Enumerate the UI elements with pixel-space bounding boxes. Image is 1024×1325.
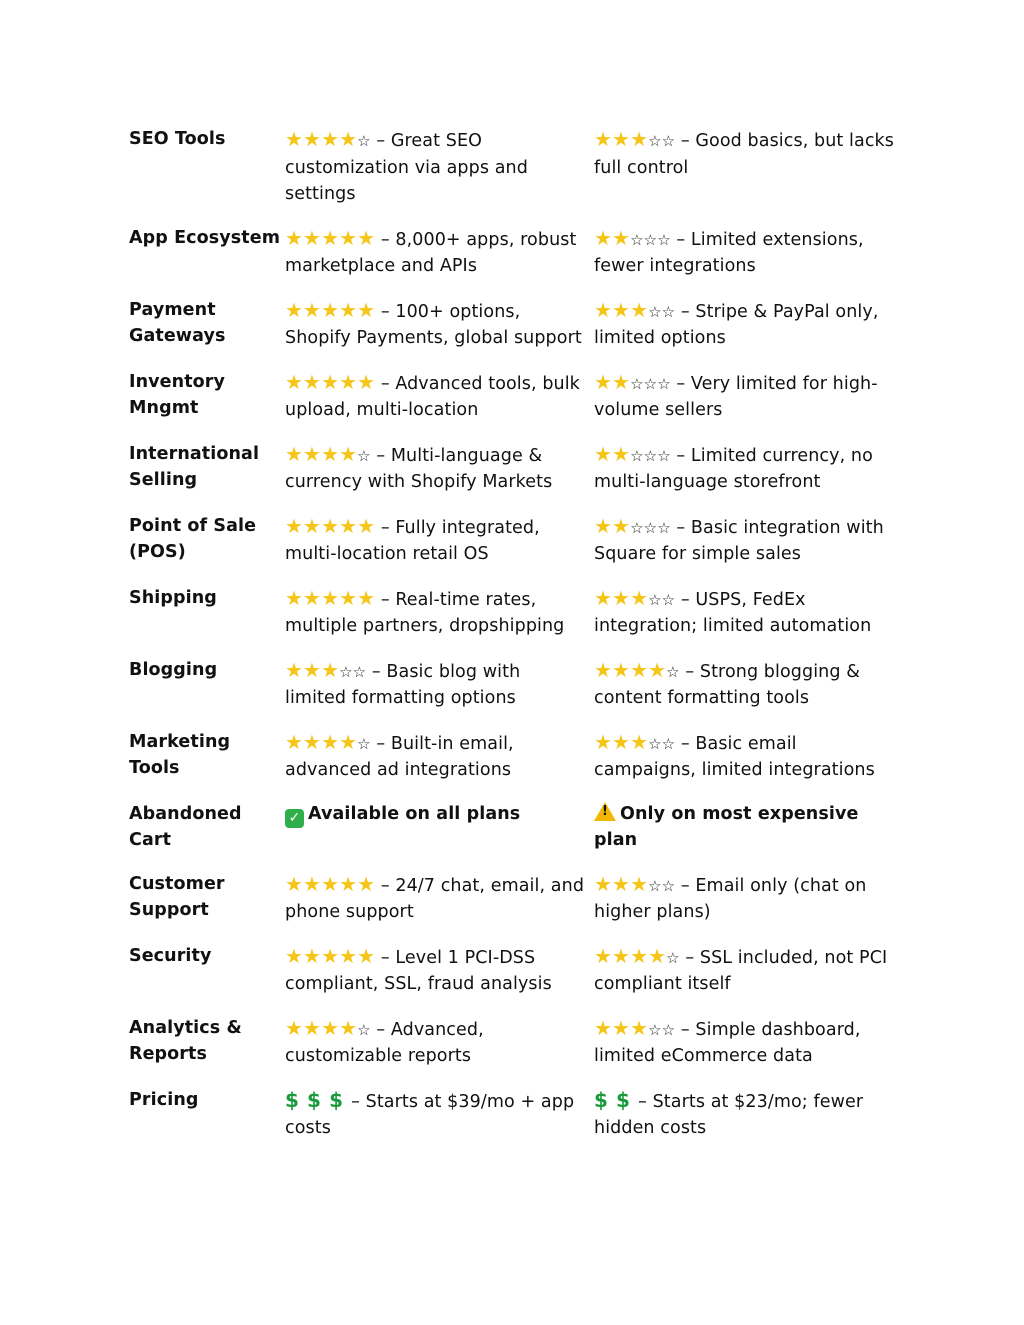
star-rating <box>285 297 376 322</box>
star-filled-icon: ★ <box>648 943 667 968</box>
star-filled-icon: ★ <box>594 943 613 968</box>
star-rating <box>594 585 676 610</box>
star-empty-icon: ☆ <box>630 374 644 393</box>
rating-text: – 8,000+ apps, robust marketplace and APIs <box>285 229 577 276</box>
shopify-cell <box>285 126 594 208</box>
star-filled-icon: ★ <box>339 729 358 754</box>
rating-text: – 24/7 chat, email, and phone support <box>285 875 585 922</box>
shopify-cell <box>285 801 594 828</box>
star-filled-icon: ★ <box>285 441 304 466</box>
star-filled-icon: ★ <box>339 127 358 151</box>
dollar-icon: $ <box>594 1087 609 1112</box>
star-filled-icon: ★ <box>630 871 649 896</box>
table-row <box>129 369 909 424</box>
star-filled-icon: ★ <box>339 871 358 896</box>
star-filled-icon: ★ <box>321 585 340 610</box>
star-filled-icon: ★ <box>357 225 376 250</box>
star-filled-icon: ★ <box>285 1015 304 1040</box>
rating-text: – USPS, FedEx integration; limited automation <box>594 589 872 636</box>
star-filled-icon: ★ <box>303 513 322 538</box>
star-filled-icon: ★ <box>630 729 649 754</box>
table-row <box>129 1015 909 1070</box>
star-filled-icon: ★ <box>612 225 631 250</box>
star-empty-icon: ☆ <box>657 446 671 465</box>
star-rating <box>594 729 676 754</box>
competitor-cell <box>594 1087 904 1142</box>
competitor-cell <box>594 1015 904 1070</box>
star-empty-icon: ☆ <box>657 230 671 249</box>
rating-text: – Good basics, but lacks full control <box>594 131 894 178</box>
feature-label: Abandoned Cart <box>129 803 242 850</box>
rating-text: – SSL included, not PCI compliant itself <box>594 947 888 994</box>
star-filled-icon: ★ <box>321 513 340 538</box>
star-filled-icon: ★ <box>321 871 340 896</box>
star-filled-icon: ★ <box>303 943 322 968</box>
feature-label: Customer Support <box>129 873 225 920</box>
star-filled-icon: ★ <box>357 513 376 538</box>
star-empty-icon: ☆ <box>648 876 662 895</box>
star-filled-icon: ★ <box>285 871 304 896</box>
star-empty-icon: ☆ <box>357 446 371 465</box>
star-filled-icon: ★ <box>303 657 322 682</box>
rating-text: – Fully integrated, multi-location retail OS <box>285 517 540 564</box>
star-filled-icon: ★ <box>339 585 358 610</box>
star-rating <box>285 1015 371 1040</box>
table-row <box>129 729 909 784</box>
star-filled-icon: ★ <box>612 943 631 968</box>
table-row <box>129 801 909 854</box>
competitor-cell <box>594 585 904 640</box>
rating-text: – Starts at $23/mo; fewer hidden costs <box>594 1091 864 1138</box>
star-filled-icon: ★ <box>630 127 649 151</box>
star-filled-icon: ★ <box>285 729 304 754</box>
shopify-cell <box>285 871 594 926</box>
rating-text: – Advanced, customizable reports <box>285 1019 484 1066</box>
rating-text: – Email only (chat on higher plans) <box>594 875 867 922</box>
rating-text: – Multi-language & currency with Shopify Markets <box>285 445 553 492</box>
star-rating <box>594 127 676 151</box>
rating-text: – Limited currency, no multi-language storefront <box>594 445 873 492</box>
star-filled-icon: ★ <box>594 297 613 322</box>
star-empty-icon: ☆ <box>661 590 676 609</box>
star-filled-icon: ★ <box>285 585 304 610</box>
star-filled-icon: ★ <box>285 943 304 968</box>
star-rating <box>285 513 376 538</box>
star-filled-icon: ★ <box>285 225 304 250</box>
star-empty-icon: ☆ <box>630 230 644 249</box>
star-filled-icon: ★ <box>594 729 613 754</box>
star-rating <box>594 225 671 250</box>
star-filled-icon: ★ <box>303 127 322 151</box>
star-filled-icon: ★ <box>285 297 304 322</box>
star-empty-icon: ☆ <box>643 518 658 537</box>
star-filled-icon: ★ <box>303 441 322 466</box>
star-filled-icon: ★ <box>303 729 322 754</box>
star-rating <box>594 369 671 394</box>
rating-text: – Basic integration with Square for simple sales <box>594 517 884 564</box>
star-filled-icon: ★ <box>339 225 358 250</box>
star-filled-icon: ★ <box>594 513 613 538</box>
star-filled-icon: ★ <box>612 513 631 538</box>
rating-text: – Built-in email, advanced ad integrations <box>285 733 514 780</box>
star-filled-icon: ★ <box>594 657 613 682</box>
star-filled-icon: ★ <box>339 369 358 394</box>
star-filled-icon: ★ <box>321 441 340 466</box>
feature-label: Blogging <box>129 659 218 680</box>
feature-label: Security <box>129 945 212 966</box>
star-empty-icon: ☆ <box>643 374 658 393</box>
competitor-cell <box>594 801 904 854</box>
star-filled-icon: ★ <box>285 127 304 151</box>
star-filled-icon: ★ <box>339 513 358 538</box>
star-filled-icon: ★ <box>303 225 322 250</box>
rating-text: – Limited extensions, fewer integrations <box>594 229 864 276</box>
star-empty-icon: ☆ <box>630 446 644 465</box>
star-filled-icon: ★ <box>285 369 304 394</box>
rating-text: – Great SEO customization via apps and settings <box>285 131 528 204</box>
feature-label: Analytics & Reports <box>129 1017 242 1064</box>
shopify-cell <box>285 297 594 352</box>
price-rating <box>285 1087 351 1112</box>
star-empty-icon: ☆ <box>648 734 662 753</box>
star-empty-icon: ☆ <box>666 662 680 681</box>
star-empty-icon: ☆ <box>339 662 353 681</box>
star-filled-icon: ★ <box>612 441 631 466</box>
star-filled-icon: ★ <box>357 943 376 968</box>
star-filled-icon: ★ <box>321 369 340 394</box>
star-empty-icon: ☆ <box>643 230 658 249</box>
star-rating <box>285 585 376 610</box>
table-row <box>129 871 909 926</box>
star-filled-icon: ★ <box>630 297 649 322</box>
star-empty-icon: ☆ <box>661 876 676 895</box>
competitor-cell <box>594 513 904 568</box>
star-empty-icon: ☆ <box>661 734 676 753</box>
feature-label: International Selling <box>129 443 260 490</box>
star-rating <box>594 657 680 682</box>
star-filled-icon: ★ <box>339 441 358 466</box>
star-empty-icon: ☆ <box>661 302 676 321</box>
table-row <box>129 657 909 712</box>
star-filled-icon: ★ <box>357 585 376 610</box>
rating-text: – Real-time rates, multiple partners, dropshipping <box>285 589 565 636</box>
shopify-cell <box>285 657 594 712</box>
star-filled-icon: ★ <box>303 871 322 896</box>
star-filled-icon: ★ <box>594 441 613 466</box>
star-empty-icon: ☆ <box>657 518 671 537</box>
star-empty-icon: ☆ <box>657 374 671 393</box>
star-empty-icon: ☆ <box>666 948 680 967</box>
star-rating <box>594 441 671 466</box>
star-rating <box>594 943 680 968</box>
star-empty-icon: ☆ <box>648 302 662 321</box>
star-rating <box>594 1015 676 1040</box>
comparison-table <box>129 126 909 1159</box>
star-filled-icon: ★ <box>612 871 631 896</box>
rating-text: – Level 1 PCI-DSS compliant, SSL, fraud analysis <box>285 947 552 994</box>
competitor-cell <box>594 657 904 712</box>
shopify-cell <box>285 1087 594 1142</box>
table-row <box>129 126 909 208</box>
table-row <box>129 943 909 998</box>
feature-label: Payment Gateways <box>129 299 226 346</box>
rating-text: – Basic blog with limited formatting options <box>285 661 521 708</box>
shopify-cell <box>285 729 594 784</box>
star-rating <box>285 369 376 394</box>
rating-text: – Basic email campaigns, limited integrations <box>594 733 875 780</box>
competitor-cell <box>594 126 904 181</box>
feature-label: Point of Sale (POS) <box>129 515 257 562</box>
feature-label: App Ecosystem <box>129 227 281 248</box>
star-filled-icon: ★ <box>594 369 613 394</box>
rating-text: – Advanced tools, bulk upload, multi-location <box>285 373 580 420</box>
shopify-cell <box>285 369 594 424</box>
star-filled-icon: ★ <box>612 729 631 754</box>
warning-icon <box>594 802 616 821</box>
dollar-icon: $ <box>307 1087 322 1112</box>
star-filled-icon: ★ <box>612 585 631 610</box>
star-empty-icon: ☆ <box>648 132 662 150</box>
star-filled-icon: ★ <box>321 1015 340 1040</box>
star-rating <box>285 729 371 754</box>
competitor-cell <box>594 871 904 926</box>
dollar-icon: $ <box>329 1087 344 1112</box>
feature-label: Shipping <box>129 587 217 608</box>
star-filled-icon: ★ <box>594 225 613 250</box>
star-rating <box>594 513 671 538</box>
rating-text: Only on most expensive plan <box>594 803 859 850</box>
rating-text: – Very limited for high-volume sellers <box>594 373 878 420</box>
rating-text: – Starts at $39/mo + app costs <box>285 1091 575 1138</box>
star-rating <box>285 943 376 968</box>
star-filled-icon: ★ <box>321 297 340 322</box>
star-filled-icon: ★ <box>594 585 613 610</box>
star-rating <box>285 127 371 151</box>
table-row <box>129 513 909 568</box>
star-filled-icon: ★ <box>612 369 631 394</box>
star-filled-icon: ★ <box>303 1015 322 1040</box>
table-row <box>129 297 909 352</box>
rating-text: – Strong blogging & content formatting tools <box>594 661 860 708</box>
star-filled-icon: ★ <box>321 729 340 754</box>
star-filled-icon: ★ <box>321 225 340 250</box>
check-icon: ✓ <box>285 809 304 828</box>
star-empty-icon: ☆ <box>357 132 371 150</box>
rating-text: – Simple dashboard, limited eCommerce data <box>594 1019 861 1066</box>
star-filled-icon: ★ <box>303 297 322 322</box>
star-rating <box>285 225 376 250</box>
star-empty-icon: ☆ <box>630 518 644 537</box>
star-empty-icon: ☆ <box>648 590 662 609</box>
star-empty-icon: ☆ <box>352 662 367 681</box>
star-rating <box>285 871 376 896</box>
shopify-cell <box>285 225 594 280</box>
star-rating <box>285 441 371 466</box>
competitor-cell <box>594 729 904 784</box>
feature-label: SEO Tools <box>129 129 226 149</box>
star-filled-icon: ★ <box>339 1015 358 1040</box>
competitor-cell <box>594 441 904 496</box>
star-rating <box>594 297 676 322</box>
star-filled-icon: ★ <box>612 127 631 151</box>
star-empty-icon: ☆ <box>661 132 676 150</box>
star-filled-icon: ★ <box>303 585 322 610</box>
star-filled-icon: ★ <box>612 1015 631 1040</box>
star-filled-icon: ★ <box>630 585 649 610</box>
star-filled-icon: ★ <box>339 943 358 968</box>
star-filled-icon: ★ <box>612 297 631 322</box>
feature-label: Inventory Mngmt <box>129 371 226 418</box>
star-filled-icon: ★ <box>357 871 376 896</box>
star-filled-icon: ★ <box>630 1015 649 1040</box>
table-row <box>129 441 909 496</box>
star-filled-icon: ★ <box>285 513 304 538</box>
star-filled-icon: ★ <box>594 127 613 151</box>
star-filled-icon: ★ <box>594 1015 613 1040</box>
rating-text: – Stripe & PayPal only, limited options <box>594 301 879 348</box>
star-rating <box>285 657 367 682</box>
rating-text: – 100+ options, Shopify Payments, global support <box>285 301 582 348</box>
shopify-cell <box>285 943 594 998</box>
price-rating <box>594 1087 638 1112</box>
shopify-cell <box>285 441 594 496</box>
shopify-cell <box>285 1015 594 1070</box>
star-filled-icon: ★ <box>630 943 649 968</box>
star-filled-icon: ★ <box>594 871 613 896</box>
star-filled-icon: ★ <box>648 657 667 682</box>
star-filled-icon: ★ <box>321 943 340 968</box>
feature-label: Pricing <box>129 1089 199 1110</box>
star-rating <box>594 871 676 896</box>
star-empty-icon: ☆ <box>661 1020 676 1039</box>
rating-text: Available on all plans <box>308 803 521 824</box>
star-filled-icon: ★ <box>630 657 649 682</box>
competitor-cell <box>594 369 904 424</box>
star-filled-icon: ★ <box>321 127 340 151</box>
star-empty-icon: ☆ <box>357 734 371 753</box>
feature-label: Marketing Tools <box>129 731 231 778</box>
star-empty-icon: ☆ <box>643 446 658 465</box>
star-filled-icon: ★ <box>285 657 304 682</box>
star-filled-icon: ★ <box>357 369 376 394</box>
star-filled-icon: ★ <box>357 297 376 322</box>
competitor-cell <box>594 225 904 280</box>
dollar-icon: $ <box>285 1087 300 1112</box>
star-filled-icon: ★ <box>612 657 631 682</box>
competitor-cell <box>594 943 904 998</box>
star-empty-icon: ☆ <box>357 1020 371 1039</box>
star-empty-icon: ☆ <box>648 1020 662 1039</box>
table-row <box>129 1087 909 1142</box>
table-row <box>129 225 909 280</box>
competitor-cell <box>594 297 904 352</box>
shopify-cell <box>285 513 594 568</box>
dollar-icon: $ <box>616 1087 631 1112</box>
star-filled-icon: ★ <box>339 297 358 322</box>
table-row <box>129 585 909 640</box>
star-filled-icon: ★ <box>303 369 322 394</box>
star-filled-icon: ★ <box>321 657 340 682</box>
shopify-cell <box>285 585 594 640</box>
